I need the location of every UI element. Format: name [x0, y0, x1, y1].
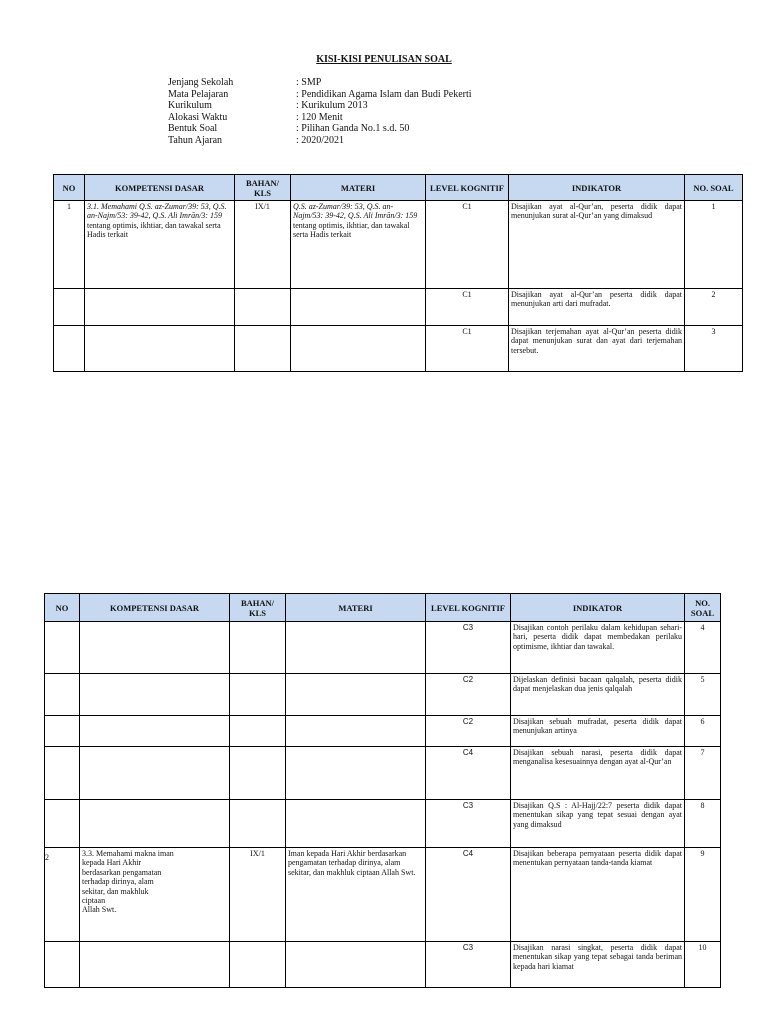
kd-text: tentang optimis, ikhtiar, dan tawakal serta Hadis terkait — [87, 220, 221, 240]
cell-no-soal: 10 — [685, 942, 721, 988]
cell-kompetensi-dasar — [80, 942, 230, 988]
cell-no — [45, 622, 80, 674]
info-row-curriculum — [168, 100, 472, 112]
kd-italic-text: 3.1. Memahami Q.S. az-Zumar/39: 53, Q.S. an-Najm/53: 39-42, Q.S. Ali Imrān/3: 159 — [87, 202, 227, 221]
info-label: Kurikulum — [168, 100, 212, 111]
cell-indikator: Disajikan ayat al-Qur’an peserta didik dapat menunjukan arti dari mufradat. — [509, 289, 685, 326]
cell-kompetensi-dasar — [80, 747, 230, 800]
cell-kompetensi-dasar — [80, 800, 230, 848]
info-row-time — [168, 112, 472, 124]
cell-materi — [291, 201, 426, 289]
info-row-question-type — [168, 123, 472, 135]
table-header-row — [45, 594, 721, 622]
info-row-subject — [168, 89, 472, 101]
info-value: : Kurikulum 2013 — [296, 100, 368, 111]
cell-level-kognitif: C3 — [426, 942, 511, 988]
header-no: NO — [45, 594, 80, 622]
cell-level-kognitif: C2 — [426, 674, 511, 716]
cell-bahan-kls: IX/1 — [235, 201, 291, 289]
cell-indikator: Disajikan sebuah narasi, peserta didik dapat menganalisa kesesuainnya dengan ayat al-Qur’an — [511, 747, 685, 800]
table-row — [45, 747, 721, 800]
cell-bahan-kls — [230, 747, 286, 800]
cell-bahan-kls: IX/1 — [230, 848, 286, 942]
header-bahan-kls: BAHAN/ KLS — [235, 175, 291, 201]
cell-no — [45, 848, 80, 942]
header-no-soal: NO. SOAL — [685, 594, 721, 622]
cell-kompetensi-dasar — [85, 326, 235, 372]
info-row-school-level — [168, 77, 472, 89]
header-indikator: INDIKATOR — [511, 594, 685, 622]
cell-level-kognitif: C3 — [426, 800, 511, 848]
cell-materi — [286, 942, 426, 988]
cell-materi — [286, 800, 426, 848]
cell-no-soal: 9 — [685, 848, 721, 942]
table-row — [45, 674, 721, 716]
cell-no-soal: 8 — [685, 800, 721, 848]
info-label: Tahun Ajaran — [168, 134, 223, 146]
cell-bahan-kls — [230, 800, 286, 848]
info-value: : Pendidikan Agama Islam dan Budi Pekerti — [296, 88, 472, 100]
info-label: Alokasi Waktu — [168, 111, 228, 123]
cell-materi — [286, 716, 426, 747]
kisi-kisi-table-1 — [53, 174, 743, 372]
cell-kompetensi-dasar — [85, 289, 235, 326]
info-value: : Pilihan Ganda No.1 s.d. 50 — [296, 123, 410, 134]
cell-no — [45, 747, 80, 800]
cell-indikator: Disajikan terjemahan ayat al-Qur’an peserta didik dapat menunjukan surat dan ayat dari terjemahan tersebut. — [509, 326, 685, 372]
header-indikator: INDIKATOR — [509, 175, 685, 201]
cell-no — [45, 800, 80, 848]
table-row — [54, 289, 743, 326]
materi-text: tentang optimis, ikhtiar, dan tawakal serta Hadis terkait — [293, 220, 410, 240]
cell-no-soal: 3 — [685, 326, 743, 372]
table-row — [54, 326, 743, 372]
cell-no — [45, 942, 80, 988]
cell-bahan-kls — [230, 622, 286, 674]
table-header-row — [54, 175, 743, 201]
cell-level-kognitif: C1 — [426, 326, 509, 372]
materi-italic-text: Q.S. az-Zumar/39: 53, Q.S. an-Najm/53: 39-42, Q.S. Ali Imrān/3: 159 — [293, 202, 418, 221]
table-row — [45, 716, 721, 747]
cell-no — [45, 716, 80, 747]
cell-level-kognitif: C3 — [426, 622, 511, 674]
table-row — [45, 800, 721, 848]
page-title: KISI-KISI PENULISAN SOAL — [316, 54, 452, 65]
cell-materi — [291, 326, 426, 372]
cell-no-soal: 4 — [685, 622, 721, 674]
cell-no-soal: 7 — [685, 747, 721, 800]
cell-no — [54, 289, 85, 326]
cell-kompetensi-dasar — [85, 201, 235, 289]
cell-indikator: Disajikan beberapa pernyataan peserta didik dapat menentukan pernyataan tanda-tanda kiamat — [511, 848, 685, 942]
header-materi: MATERI — [291, 175, 426, 201]
info-label: Jenjang Sekolah — [168, 77, 234, 88]
cell-no — [45, 674, 80, 716]
info-value: : 120 Menit — [296, 111, 343, 123]
cell-kompetensi-dasar: 3.3. Memahami makna iman kepada Hari Akhir berdasarkan pengamatan terhadap dirinya, alam sekitar, dan makhluk ciptaan Allah Swt. — [80, 848, 230, 942]
cell-no-soal: 5 — [685, 674, 721, 716]
info-value: : 2020/2021 — [296, 134, 345, 146]
header-no: NO — [54, 175, 85, 201]
cell-kompetensi-dasar — [80, 716, 230, 747]
cell-bahan-kls — [235, 289, 291, 326]
table-row — [45, 848, 721, 942]
cell-indikator: Dijelaskan definisi bacaan qalqalah, peserta didik dapat menjelaskan dua jenis qalqalah — [511, 674, 685, 716]
cell-kompetensi-dasar — [80, 674, 230, 716]
cell-bahan-kls — [230, 674, 286, 716]
cell-kompetensi-dasar — [80, 622, 230, 674]
header-bahan-kls: BAHAN/ KLS — [230, 594, 286, 622]
document-info — [168, 77, 472, 146]
cell-level-kognitif: C2 — [426, 716, 511, 747]
cell-level-kognitif: C1 — [426, 201, 509, 289]
cell-bahan-kls — [235, 326, 291, 372]
header-kompetensi-dasar: KOMPETENSI DASAR — [85, 175, 235, 201]
cell-materi — [286, 747, 426, 800]
cell-indikator: Disajikan Q.S : Al-Hajj/22:7 peserta didik dapat menentukan sikap yang tepat sesuai dengan ayat yang dimaksud — [511, 800, 685, 848]
info-label: Mata Pelajaran — [168, 88, 229, 100]
header-no-soal: NO. SOAL — [685, 175, 743, 201]
header-kompetensi-dasar: KOMPETENSI DASAR — [80, 594, 230, 622]
cell-bahan-kls — [230, 716, 286, 747]
kisi-kisi-table-2 — [44, 593, 721, 988]
cell-no-soal: 2 — [685, 289, 743, 326]
cell-no: 1 — [54, 201, 85, 289]
cell-bahan-kls — [230, 942, 286, 988]
cell-level-kognitif: C4 — [426, 848, 511, 942]
cell-indikator: Disajikan ayat al-Qur’an, peserta didik dapat menunjukan surat al-Qur’an yang dimaksud — [509, 201, 685, 289]
table-row — [45, 942, 721, 988]
cell-materi — [286, 674, 426, 716]
cell-level-kognitif: C4 — [426, 747, 511, 800]
cell-no — [54, 326, 85, 372]
cell-indikator: Disajikan contoh perilaku dalam kehidupan sehari-hari, peserta didik dapat membedakan perilaku optimisme, ikhtiar dan tawakal. — [511, 622, 685, 674]
row-number-2: 2 — [45, 853, 49, 862]
info-value: : SMP — [296, 77, 322, 88]
cell-materi: Iman kepada Hari Akhir berdasarkan pengamatan terhadap dirinya, alam sekitar, dan makhluk ciptaan Allah Swt. — [286, 848, 426, 942]
cell-level-kognitif: C1 — [426, 289, 509, 326]
table-row — [45, 622, 721, 674]
cell-materi — [286, 622, 426, 674]
cell-no-soal: 1 — [685, 201, 743, 289]
header-materi: MATERI — [286, 594, 426, 622]
info-row-academic-year — [168, 135, 472, 147]
table-row — [54, 201, 743, 289]
cell-no-soal: 6 — [685, 716, 721, 747]
cell-indikator: Disajikan sebuah mufradat, peserta didik dapat menunjukan artinya — [511, 716, 685, 747]
header-level-kognitif: LEVEL KOGNITIF — [426, 175, 509, 201]
header-level-kognitif: LEVEL KOGNITIF — [426, 594, 511, 622]
cell-indikator: Disajikan narasi singkat, peserta didik dapat menentukan sikap yang tepat sebagai tanda beriman kepada hari kiamat — [511, 942, 685, 988]
info-label: Bentuk Soal — [168, 123, 218, 134]
cell-materi — [291, 289, 426, 326]
